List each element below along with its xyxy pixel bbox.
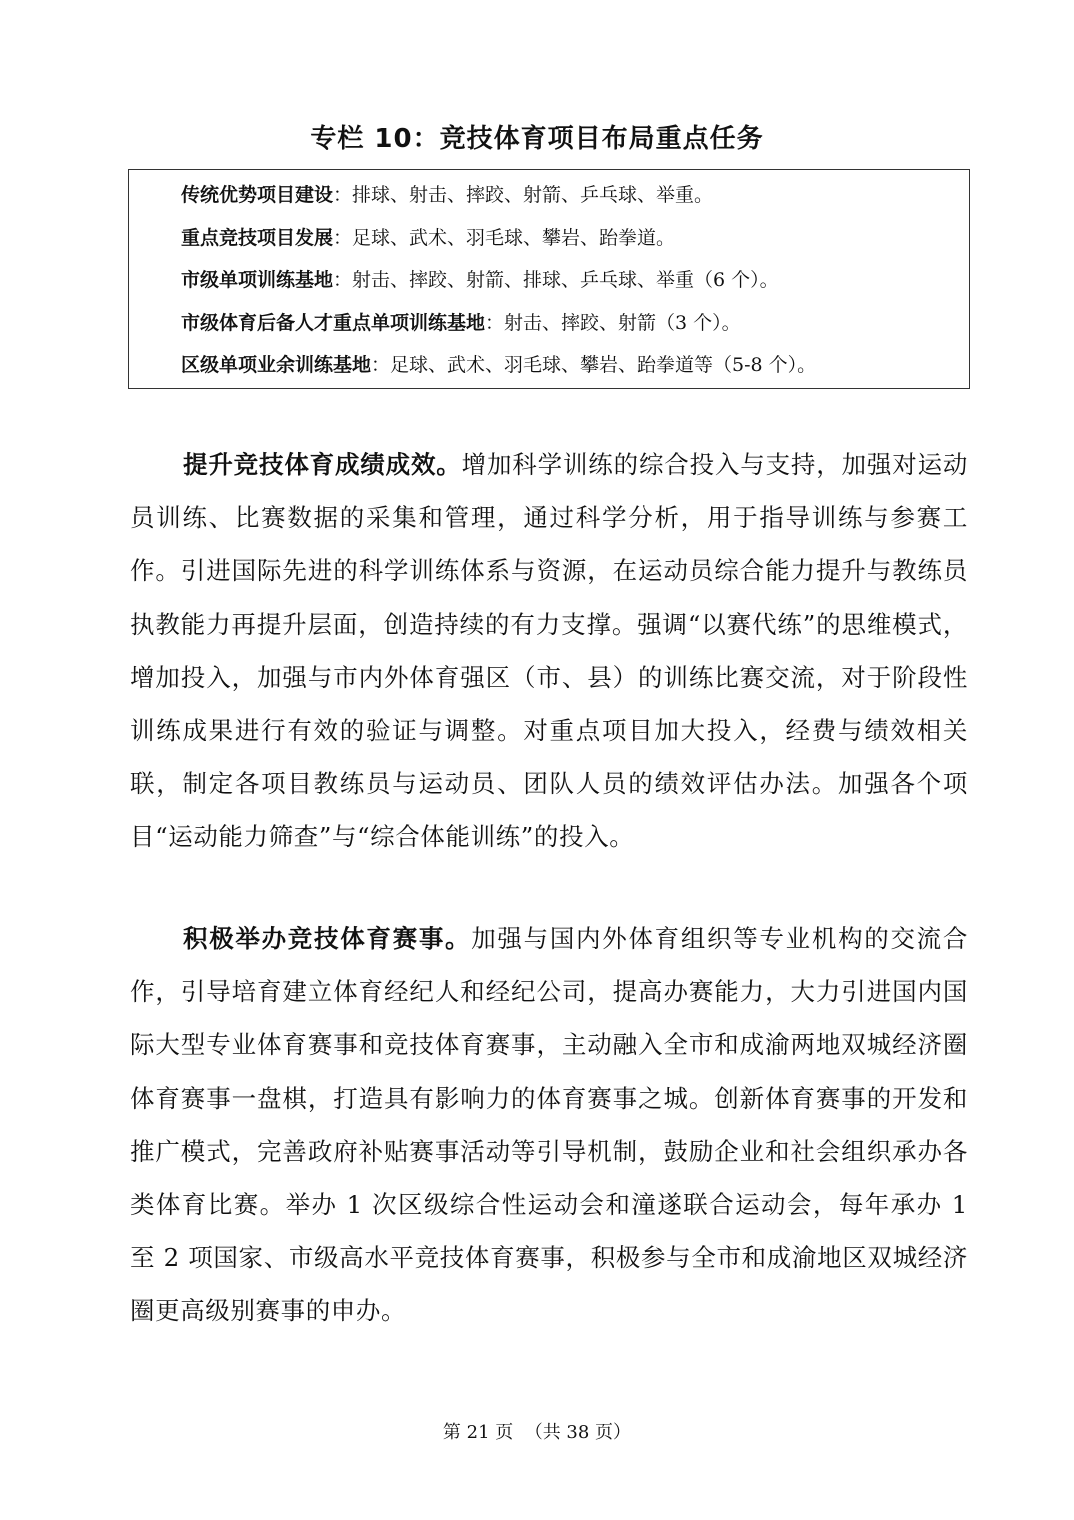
page-number: 第 21 页 （共 38 页）	[442, 1422, 632, 1443]
paragraph-improve-performance	[130, 438, 968, 864]
box-line-label: 市级单项训练基地	[181, 269, 334, 291]
box-line-label: 区级单项业余训练基地	[181, 354, 372, 376]
paragraph-lead: 积极举办竞技体育赛事。	[183, 924, 472, 953]
feature-box	[128, 169, 970, 389]
box-line-label: 传统优势项目建设	[181, 184, 334, 206]
box-line-traditional-projects	[181, 180, 969, 223]
paragraph-body: 加强与国内外体育组织等专业机构的交流合作，引导培育建立体育经纪人和经纪公司，提高办赛能力，大力引进国内国际大型专业体育赛事和竞技体育赛事，主动融入全市和成渝两地双城经济圈体育赛事一盘棋，打造具有影响力的体育赛事之城。创新体育赛事的开发和推广模式，完善政府补贴赛事活动等引导机制，鼓励企业和社会组织承办各类体育比赛。举办 1 次区级综合性运动会和潼遂联合运动会，每年承办 1 至 2 项国家、市级高水平竞技体育赛事，积极参与全市和成渝地区双城经济圈更高级别赛事的申办。	[130, 924, 968, 1326]
box-line-text: ：射击、摔跤、射箭、排球、乒乓球、举重（6 个）。	[333, 269, 779, 291]
box-line-text: ：足球、武术、羽毛球、攀岩、跆拳道等（5-8 个）。	[371, 354, 817, 376]
box-title: 专栏 10：竞技体育项目布局重点任务	[310, 124, 764, 154]
box-line-label: 重点竞技项目发展	[181, 226, 334, 249]
paragraph-host-events	[130, 912, 968, 1338]
paragraph-lead: 提升竞技体育成绩成效。	[183, 450, 462, 479]
box-line-text: ：射击、摔跤、射箭（3 个）。	[485, 311, 741, 334]
box-line-key-projects	[181, 223, 969, 266]
box-line-text: ：排球、射击、摔跤、射箭、乒乓球、举重。	[333, 184, 714, 206]
box-line-district-amateur-bases	[181, 350, 969, 393]
box-line-label: 市级体育后备人才重点单项训练基地	[181, 311, 486, 334]
box-line-city-training-bases	[181, 265, 969, 308]
box-line-reserve-talent-bases	[181, 308, 969, 351]
paragraph-body: 增加科学训练的综合投入与支持，加强对运动员训练、比赛数据的采集和管理，通过科学分析，用于指导训练与参赛工作。引进国际先进的科学训练体系与资源，在运动员综合能力提升与教练员执教能力再提升层面，创造持续的有力支撑。强调“以赛代练”的思维模式，增加投入，加强与市内外体育强区（市、县）的训练比赛交流，对于阶段性训练成果进行有效的验证与调整。对重点项目加大投入，经费与绩效相关联，制定各项目教练员与运动员、团队人员的绩效评估办法。加强各个项目“运动能力筛查”与“综合体能训练”的投入。	[130, 450, 969, 852]
box-line-text: ：足球、武术、羽毛球、攀岩、跆拳道。	[333, 226, 676, 249]
